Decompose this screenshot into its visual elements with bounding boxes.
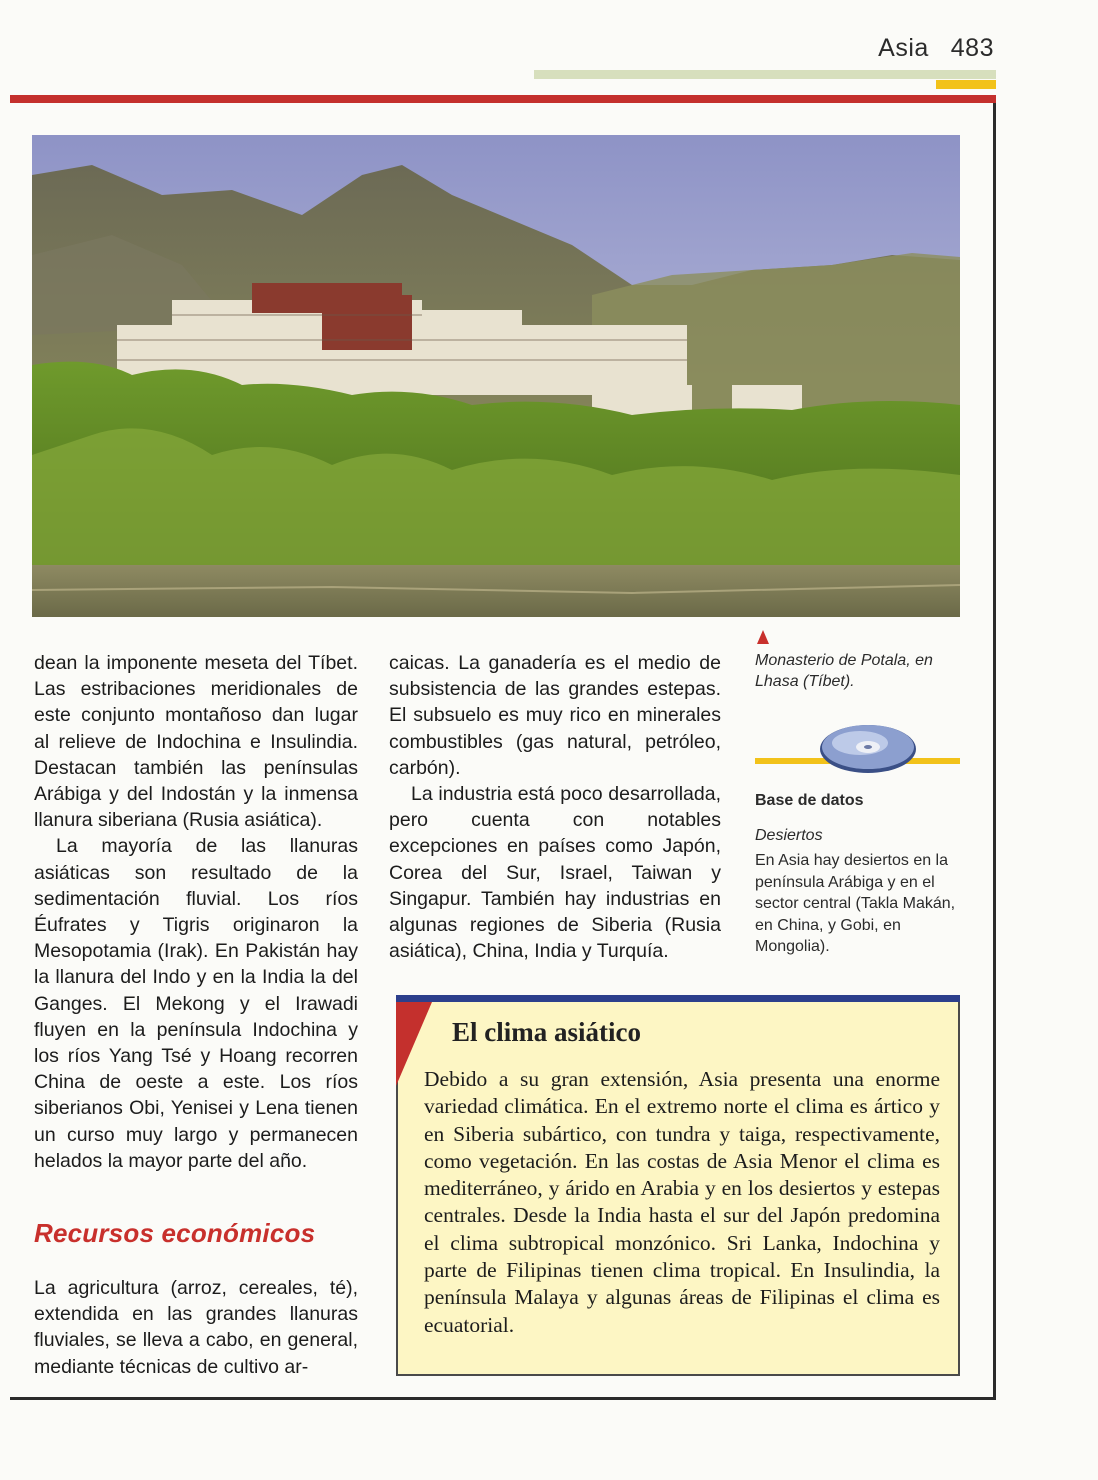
section-heading: Recursos económicos (34, 1218, 316, 1248)
frame-right-border (993, 103, 996, 1399)
cd-icon (820, 723, 920, 780)
paragraph: La mayoría de las llanuras asiáticas son resultado de la sedimentación fluvial. Los ríos Éufrates y Tigris originaron la Mesopotamia (Irak). En Pakistán hay la llanura del Indo y en la India la del Ganges. El Mekong y el Irawadi fluyen en la península Indochina y los ríos Yang Tsé y Hoang recorren China de oeste a este. Los ríos siberianos Obi, Yenisei y Lena tienen un curso muy largo y permanecen helados la mayor parte del año. (34, 835, 358, 1172)
paragraph: dean la imponente meseta del Tíbet. Las estribaciones meridionales de este conjunto montañoso dan lugar al relieve de Indochina e Insulindia. Destacan también las penínsulas Arábiga y del Indostán y la inmensa llanura siberiana (Rusia asiática). (34, 652, 358, 832)
potala-photo (32, 135, 960, 617)
header-rule-yellow (936, 80, 996, 89)
paragraph: La industria está poco desarrollada, pero cuenta con notables excepciones en países como Japón, Corea del Sur, Israel, Taiwan y Singapur. También hay industrias en algunas regiones de Siberia (Rusia asiática), China, India y Turquía. (389, 783, 721, 963)
paragraph: caicas. La ganadería es el medio de subsistencia de las grandes estepas. El subsuelo es muy rico en minerales combustibles (gas natural, petróleo, carbón). (389, 652, 721, 779)
page-header (878, 34, 994, 63)
section-name: Asia (878, 34, 929, 62)
climate-text: Debido a su gran extensión, Asia presenta una enorme variedad climática. En el extremo norte el clima es ártico y en Siberia subártico, con tundra y taiga, respectivamente, como vegetación. En las costas de Asia Menor el clima es mediterráneo, y árido en Arabia y en los desiertos y estepas centrales. Desde la India hasta el sur del Japón predomina el clima subtropical monzónico. Sri Lanka, Indochina y parte de Filipinas tienen clima tropical. En Insulindia, la península Malaya y algunas áreas de Filipinas el clima es ecuatorial. (424, 1067, 940, 1337)
database-title: Base de datos (755, 792, 864, 809)
body-column-1 (34, 650, 358, 1174)
body-column-2 (389, 650, 721, 964)
body-column-1-lower (34, 1275, 358, 1380)
database-text: En Asia hay desiertos en la península Arábiga y en el sector central (Takla Makán, en China, y Gobi, en Mongolia). (755, 852, 956, 955)
potala-photo-illustration (32, 135, 960, 617)
frame-bottom-border (10, 1397, 996, 1400)
page-number: 483 (950, 34, 994, 62)
caption-arrow-icon (757, 630, 769, 644)
header-rule-green (534, 70, 996, 79)
top-red-band (10, 95, 996, 103)
paragraph: La agricultura (arroz, cereales, té), extendida en las grandes llanuras fluviales, se lleva a cabo, en general, mediante técnicas de cultivo ar- (34, 1277, 358, 1378)
climate-title: El clima asiático (452, 1017, 641, 1047)
database-subtitle: Desiertos (755, 827, 823, 844)
photo-caption: Monasterio de Potala, en Lhasa (Tíbet). (755, 652, 933, 690)
